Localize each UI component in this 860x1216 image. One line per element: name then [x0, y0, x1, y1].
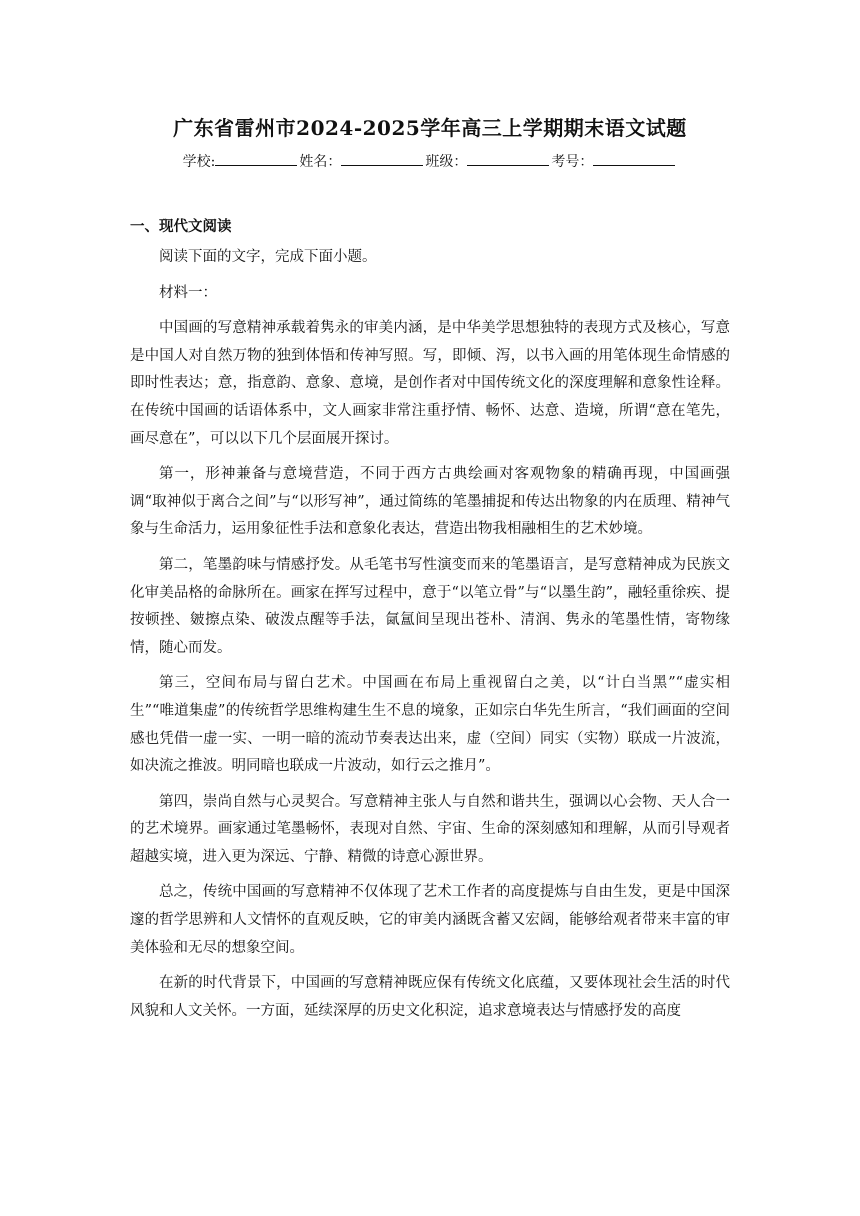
- paragraph: 第一，形神兼备与意境营造，不同于西方古典绘画对客观物象的精确再现，中国画强调“取神似于离合之间”与“以形写神”，通过简练的笔墨捕捉和传达出物象的内在质理、精神气象与生命活力，运用象征性手法和意象化表达，营造出物我相融相生的艺术妙境。: [130, 466, 730, 538]
- document-title: 广东省雷州市2024-2025学年高三上学期期末语文试题: [173, 116, 687, 140]
- exam-number-label: 考号：: [551, 154, 594, 170]
- name-blank: [341, 151, 423, 166]
- class-label: 班级：: [425, 154, 468, 170]
- exam-number-blank: [593, 151, 675, 166]
- class-blank: [467, 151, 549, 166]
- school-blank: [215, 151, 297, 166]
- paragraph: 在新的时代背景下，中国画的写意精神既应保有传统文化底蕴，又要体现社会生活的时代风貌和人文关怀。一方面，延续深厚的历史文化积淀，追求意境表达与情感抒发的高度: [130, 975, 730, 1019]
- paragraph: 第四，崇尚自然与心灵契合。写意精神主张人与自然和谐共生，强调以心会物、天人合一的艺术境界。画家通过笔墨畅怀，表现对自然、宇宙、生命的深刻感知和理解，从而引导观者超越实境，进入更为深远、宁静、精微的诗意心源世界。: [130, 793, 730, 865]
- material-label: 材料一：: [159, 284, 217, 301]
- paragraph: 第三，空间布局与留白艺术。中国画在布局上重视留白之美，以“计白当黑”“虚实相生”“唯道集虚”的传统哲学思维构建生生不息的境象，正如宗白华先生所言，“我们画面的空间感也凭借一虚一实、一明一暗的流动节奏表达出来，虚（空间）同实（实物）联成一片波流，如决流之推波。明同暗也联成一片波动，如行云之推月”。: [130, 675, 730, 775]
- reading-passage: [130, 244, 730, 1033]
- instruction-paragraph: 阅读下面的文字，完成下面小题。: [159, 249, 377, 265]
- paragraph: 中国画的写意精神承载着隽永的审美内涵，是中华美学思想独特的表现方式及核心，写意是中国人对自然万物的独到体悟和传神写照。写，即倾、泻，以书入画的用笔体现生命情感的即时性表达；意，指意韵、意象、意境，是创作者对中国传统文化的深度理解和意象性诠释。在传统中国画的话语体系中，文人画家非常注重抒情、畅怀、达意、造境，所谓“意在笔先，画尽意在”，可以以下几个层面展开探讨。: [130, 320, 730, 447]
- student-info-line: [0, 151, 860, 173]
- paragraph: 总之，传统中国画的写意精神不仅体现了艺术工作者的高度提炼与自由生发，更是中国深邃的哲学思辨和人文情怀的直观反映，它的审美内涵既含蓄又宏阔，能够给观者带来丰富的审美体验和无尽的想象空间。: [130, 884, 730, 956]
- section-heading: 一、现代文阅读: [130, 218, 232, 235]
- name-label: 姓名：: [299, 154, 342, 170]
- school-label: 学校:: [182, 154, 216, 170]
- paragraph: 第二，笔墨韵味与情感抒发。从毛笔书写性演变而来的笔墨语言，是写意精神成为民族文化审美品格的命脉所在。画家在挥写过程中，意于“以笔立骨”与“以墨生韵”，融轻重徐疾、提按顿挫、皴擦点染、破泼点醒等手法，氤氲间呈现出苍朴、清润、隽永的笔墨性情，寄物缘情，随心而发。: [130, 556, 730, 656]
